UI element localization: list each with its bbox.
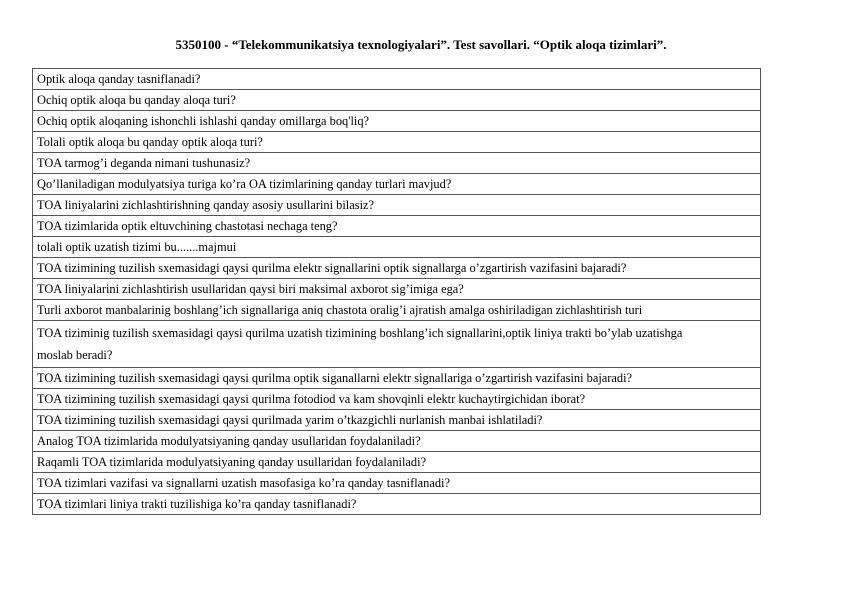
table-row	[33, 452, 761, 473]
table-row	[33, 111, 761, 132]
table-row	[33, 90, 761, 111]
question-cell: Raqamli TOA tizimlarida modulyatsiyaning qanday usullaridan foydalaniladi?	[33, 452, 761, 473]
question-cell: TOA liniyalarini zichlashtirishning qanday asosiy usullarini bilasiz?	[33, 195, 761, 216]
table-row	[33, 279, 761, 300]
table-row	[33, 216, 761, 237]
question-cell: Analog TOA tizimlarida modulyatsiyaning qanday usullaridan foydalaniladi?	[33, 431, 761, 452]
question-cell: Ochiq optik aloqa bu qanday aloqa turi?	[33, 90, 761, 111]
question-cell: TOA tarmog’i deganda nimani tushunasiz?	[33, 153, 761, 174]
question-cell: TOA tizimining tuzilish sxemasidagi qaysi qurilma fotodiod va kam shovqinli elektr kuchaytirgichidan iborat?	[33, 389, 761, 410]
table-row	[33, 389, 761, 410]
table-row	[33, 321, 761, 368]
question-cell: TOA liniyalarini zichlashtirish usullaridan qaysi biri maksimal axborot sig’imiga ega?	[33, 279, 761, 300]
question-cell: Turli axborot manbalarinig boshlang’ich signallariga aniq chastota oralig’i ajratish amalga oshiriladigan zichlashtirish turi	[33, 300, 761, 321]
question-cell: TOA tizimining tuzilish sxemasidagi qaysi qurilma optik siganallarni elektr signallariga o’zgartirish vazifasini bajaradi?	[33, 368, 761, 389]
table-row	[33, 174, 761, 195]
questions-table	[32, 68, 761, 515]
document-title: 5350100 - “Telekommunikatsiya texnologiyalari”. Test savollari. “Optik aloqa tizimlari”.	[175, 37, 667, 52]
table-row	[33, 69, 761, 90]
question-cell: Optik aloqa qanday tasniflanadi?	[33, 69, 761, 90]
question-cell: tolali optik uzatish tizimi bu.......majmui	[33, 237, 761, 258]
table-row	[33, 237, 761, 258]
question-cell: Ochiq optik aloqaning ishonchli ishlashi qanday omillarga boq'liq?	[33, 111, 761, 132]
question-cell: TOA tizimlari vazifasi va signallarni uzatish masofasiga ko’ra qanday tasniflanadi?	[33, 473, 761, 494]
table-row	[33, 410, 761, 431]
question-cell: TOA tizimining tuzilish sxemasidagi qaysi qurilmada yarim o’tkazgichli nurlanish manbai ishlatiladi?	[33, 410, 761, 431]
table-row	[33, 494, 761, 515]
question-cell: TOA tizimlari liniya trakti tuzilishiga ko’ra qanday tasniflanadi?	[33, 494, 761, 515]
table-row	[33, 132, 761, 153]
table-row	[33, 153, 761, 174]
table-row	[33, 195, 761, 216]
table-row	[33, 431, 761, 452]
question-cell: Tolali optik aloqa bu qanday optik aloqa turi?	[33, 132, 761, 153]
table-row	[33, 368, 761, 389]
table-row	[33, 300, 761, 321]
table-row	[33, 473, 761, 494]
question-cell: TOA tizimlarida optik eltuvchining chastotasi nechaga teng?	[33, 216, 761, 237]
question-cell: TOA tizimining tuzilish sxemasidagi qaysi qurilma elektr signallarini optik signallarga o’zgartirish vazifasini bajaradi?	[33, 258, 761, 279]
table-row	[33, 258, 761, 279]
question-cell: Qo’llaniladigan modulyatsiya turiga ko’ra OA tizimlarining qanday turlari mavjud?	[33, 174, 761, 195]
question-cell: TOA tiziminig tuzilish sxemasidagi qaysi qurilma uzatish tizimining boshlang’ich signallarini,optik liniya trakti bo’ylab uzatishga moslab beradi?	[33, 321, 761, 368]
